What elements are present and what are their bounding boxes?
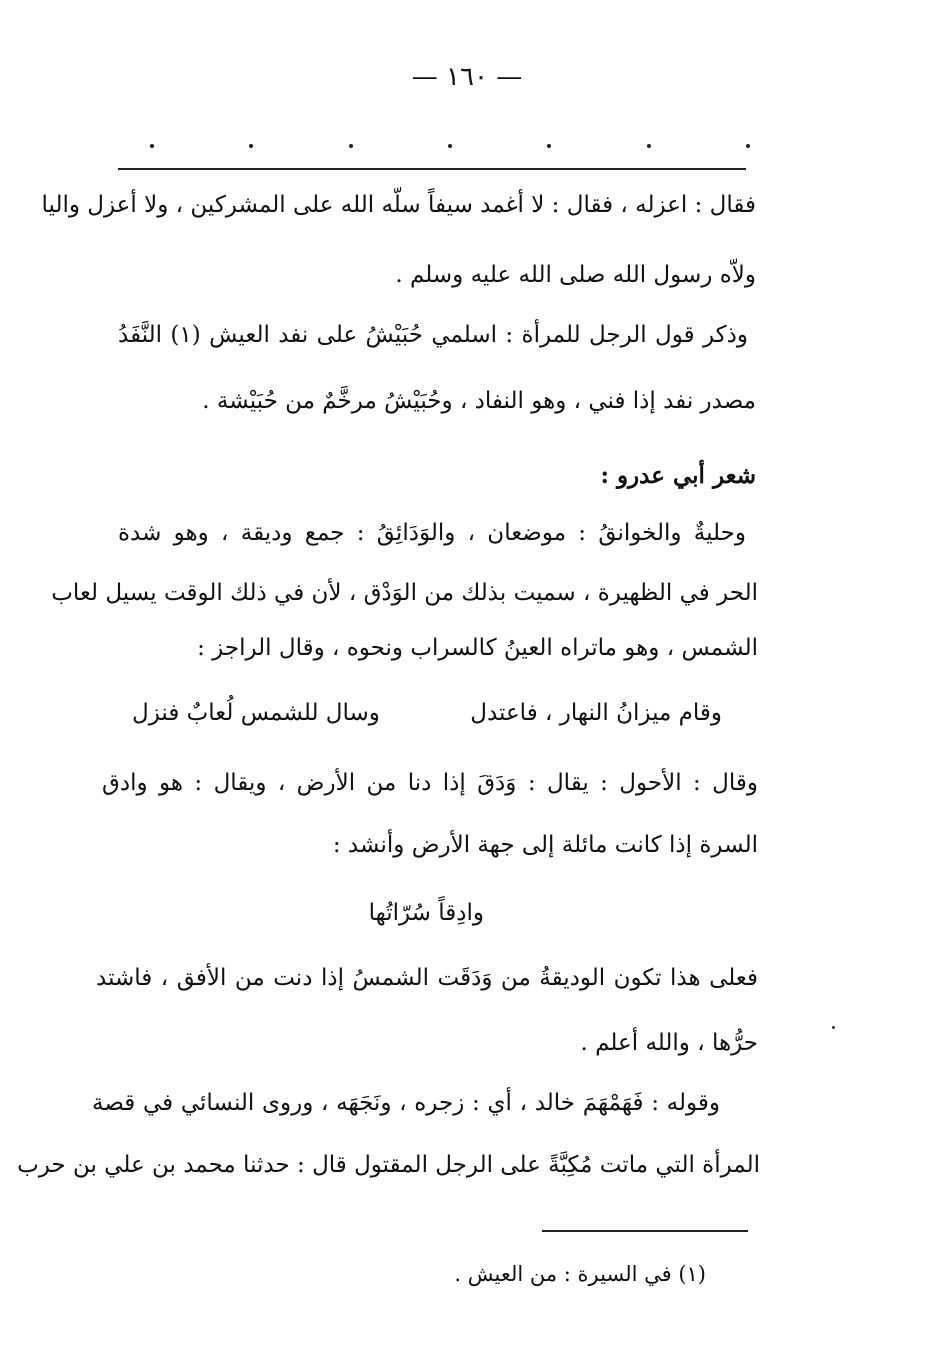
stray-mark bbox=[832, 1026, 835, 1029]
text-line-14: المرأة التي ماتت مُكِبَّةً على الرجل المقتول قال : حدثنا محمد بن علي بن حرب bbox=[17, 1152, 760, 1178]
section-heading: شعر أبي عدرو : bbox=[600, 462, 756, 489]
text-line-3: وذكر قول الرجل للمرأة : اسلمي حُبَيْشُ على نفد العيش (١) النَّفَدُ bbox=[118, 322, 748, 348]
text-line-1: فقال : اعزله ، فقال : لا أغمد سيفاً سلّه الله على المشركين ، ولا أعزل واليا bbox=[41, 192, 756, 218]
text-line-4: مصدر نفد إذا فني ، وهو النفاد ، وحُبَيْشُ مرخَّمٌ من حُبَيْشة . bbox=[202, 388, 756, 414]
text-line-13: وقوله : فَهَمْهَمَ خالد ، أي : زجره ، ونَجَهَه ، وروى النسائي في قصة bbox=[92, 1090, 720, 1116]
footnote: (١) في السيرة : من العيش . bbox=[454, 1262, 706, 1286]
text-line-8: الشمس ، وهو ماتراه العينُ كالسراب ونحوه ، وقال الراجز : bbox=[197, 635, 758, 661]
text-line-9: وقال : الأحول : يقال : وَدَقَ إذا دنا من الأرض ، ويقال : هو وادق bbox=[102, 770, 758, 796]
text-line-7: الحر في الظهيرة ، سميت بذلك من الوَدْق ، لأن في ذلك الوقت يسيل لعاب bbox=[51, 580, 758, 606]
page-number: — ١٦٠ — bbox=[411, 62, 523, 92]
text-line-6: وحليةٌ والخوانقُ : موضعان ، والوَدَائِقُ : جمع وديقة ، وهو شدة bbox=[118, 520, 746, 546]
text-line-2: ولاّه رسول الله صلى الله عليه وسلم . bbox=[395, 262, 756, 288]
footnote-rule bbox=[542, 1230, 748, 1232]
verse-2: وادِقاً سُرّاتُها bbox=[368, 900, 484, 926]
header-rule bbox=[118, 168, 746, 170]
verse-1-left: وسال للشمس لُعابٌ فنزل bbox=[132, 700, 380, 726]
verse-1-right: وقام ميزانُ النهار ، فاعتدل bbox=[470, 700, 722, 726]
text-line-10: السرة إذا كانت مائلة إلى جهة الأرض وأنشد : bbox=[332, 832, 758, 858]
header-dots bbox=[150, 144, 750, 158]
text-line-11: فعلى هذا تكون الوديقةُ من وَدَقَت الشمسُ إذا دنت من الأفق ، فاشتد bbox=[96, 965, 758, 991]
text-line-12: حرُّها ، والله أعلم . bbox=[580, 1030, 758, 1056]
